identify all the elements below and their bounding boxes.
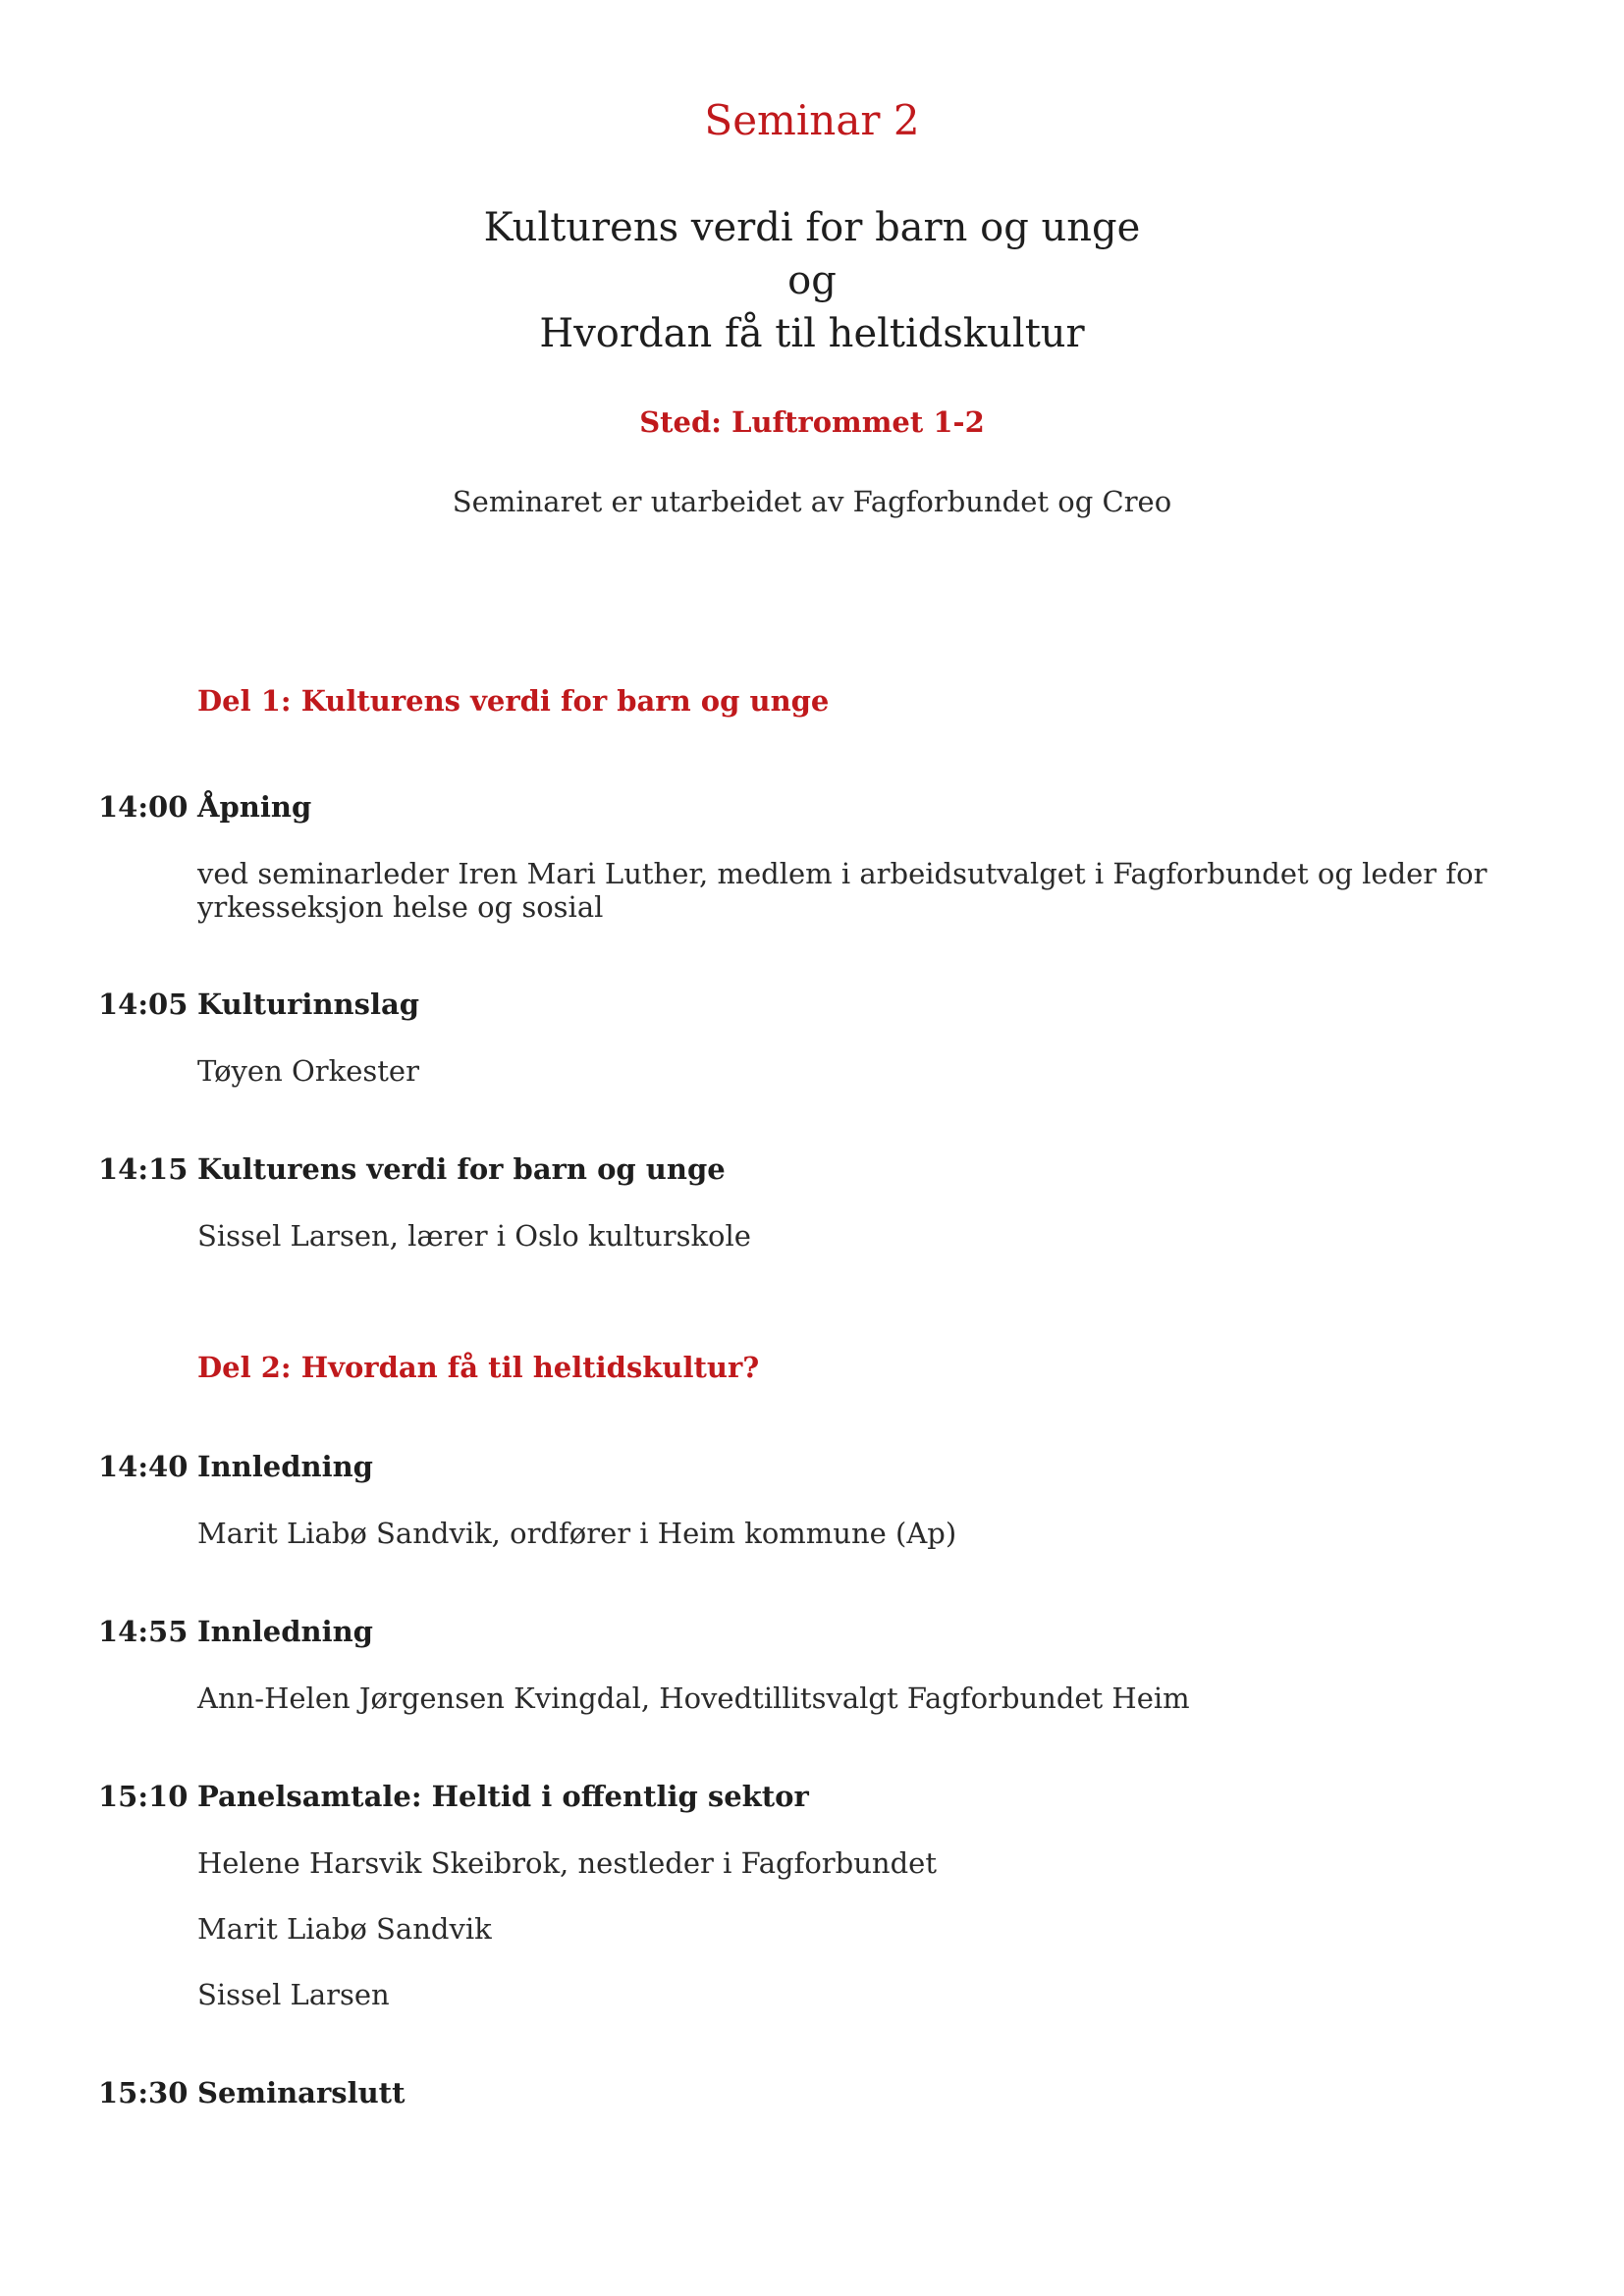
agenda-title: Kulturinnslag — [197, 988, 420, 1021]
agenda-time: 14:55 — [98, 1615, 189, 1648]
panel-member: Marit Liabø Sandvik — [197, 1912, 492, 1946]
main-title — [0, 201, 1624, 360]
part1-heading: Del 1: Kulturens verdi for barn og unge — [197, 684, 830, 718]
agenda-description-text: ved seminarleder Iren Mari Luther, medlem i arbeidsutvalget i Fagforbundet og leder for yrkesseksjon helse og sosial — [197, 857, 1488, 924]
agenda-description — [197, 1517, 1513, 1550]
agenda-title: Kulturens verdi for barn og unge — [197, 1152, 726, 1186]
agenda-title: Åpning — [197, 790, 312, 824]
panel-member: Helene Harsvik Skeibrok, nestleder i Fagforbundet — [197, 1846, 937, 1880]
agenda-title: Panelsamtale: Heltid i offentlig sektor — [197, 1780, 809, 1813]
agenda-time: 14:40 — [98, 1450, 189, 1483]
venue-label: Sted: Luftrommet 1-2 — [639, 405, 985, 439]
panel-members — [197, 1846, 1513, 2044]
agenda-description-text: Tøyen Orkester — [197, 1054, 419, 1088]
agenda-description — [197, 857, 1513, 924]
title-line-3: Hvordan få til heltidskultur — [539, 311, 1085, 356]
agenda-time: 15:10 — [98, 1780, 189, 1813]
agenda-description — [197, 1054, 1513, 1088]
agenda-time: 15:30 — [98, 2076, 189, 2109]
title-line-1: Kulturens verdi for barn og unge — [483, 205, 1141, 250]
agenda-description-text: Marit Liabø Sandvik, ordfører i Heim kommune (Ap) — [197, 1517, 957, 1550]
agenda-time: 14:00 — [98, 790, 189, 824]
agenda-description-text: Ann-Helen Jørgensen Kvingdal, Hovedtillitsvalgt Fagforbundet Heim — [197, 1682, 1190, 1715]
panel-member: Sissel Larsen — [197, 1978, 390, 2011]
agenda-time: 14:15 — [98, 1152, 189, 1186]
agenda-title: Seminarslutt — [197, 2076, 406, 2109]
seminar-label: Seminar 2 — [704, 96, 920, 144]
agenda-description — [197, 1219, 1513, 1253]
organizer-note: Seminaret er utarbeidet av Fagforbundet og Creo — [452, 485, 1172, 518]
agenda-description-text: Sissel Larsen, lærer i Oslo kulturskole — [197, 1219, 751, 1253]
part2-heading: Del 2: Hvordan få til heltidskultur? — [197, 1351, 760, 1384]
agenda-description — [197, 1682, 1513, 1715]
agenda-time: 14:05 — [98, 988, 189, 1021]
title-line-2: og — [787, 258, 837, 303]
agenda-title: Innledning — [197, 1450, 373, 1483]
agenda-title: Innledning — [197, 1615, 373, 1648]
